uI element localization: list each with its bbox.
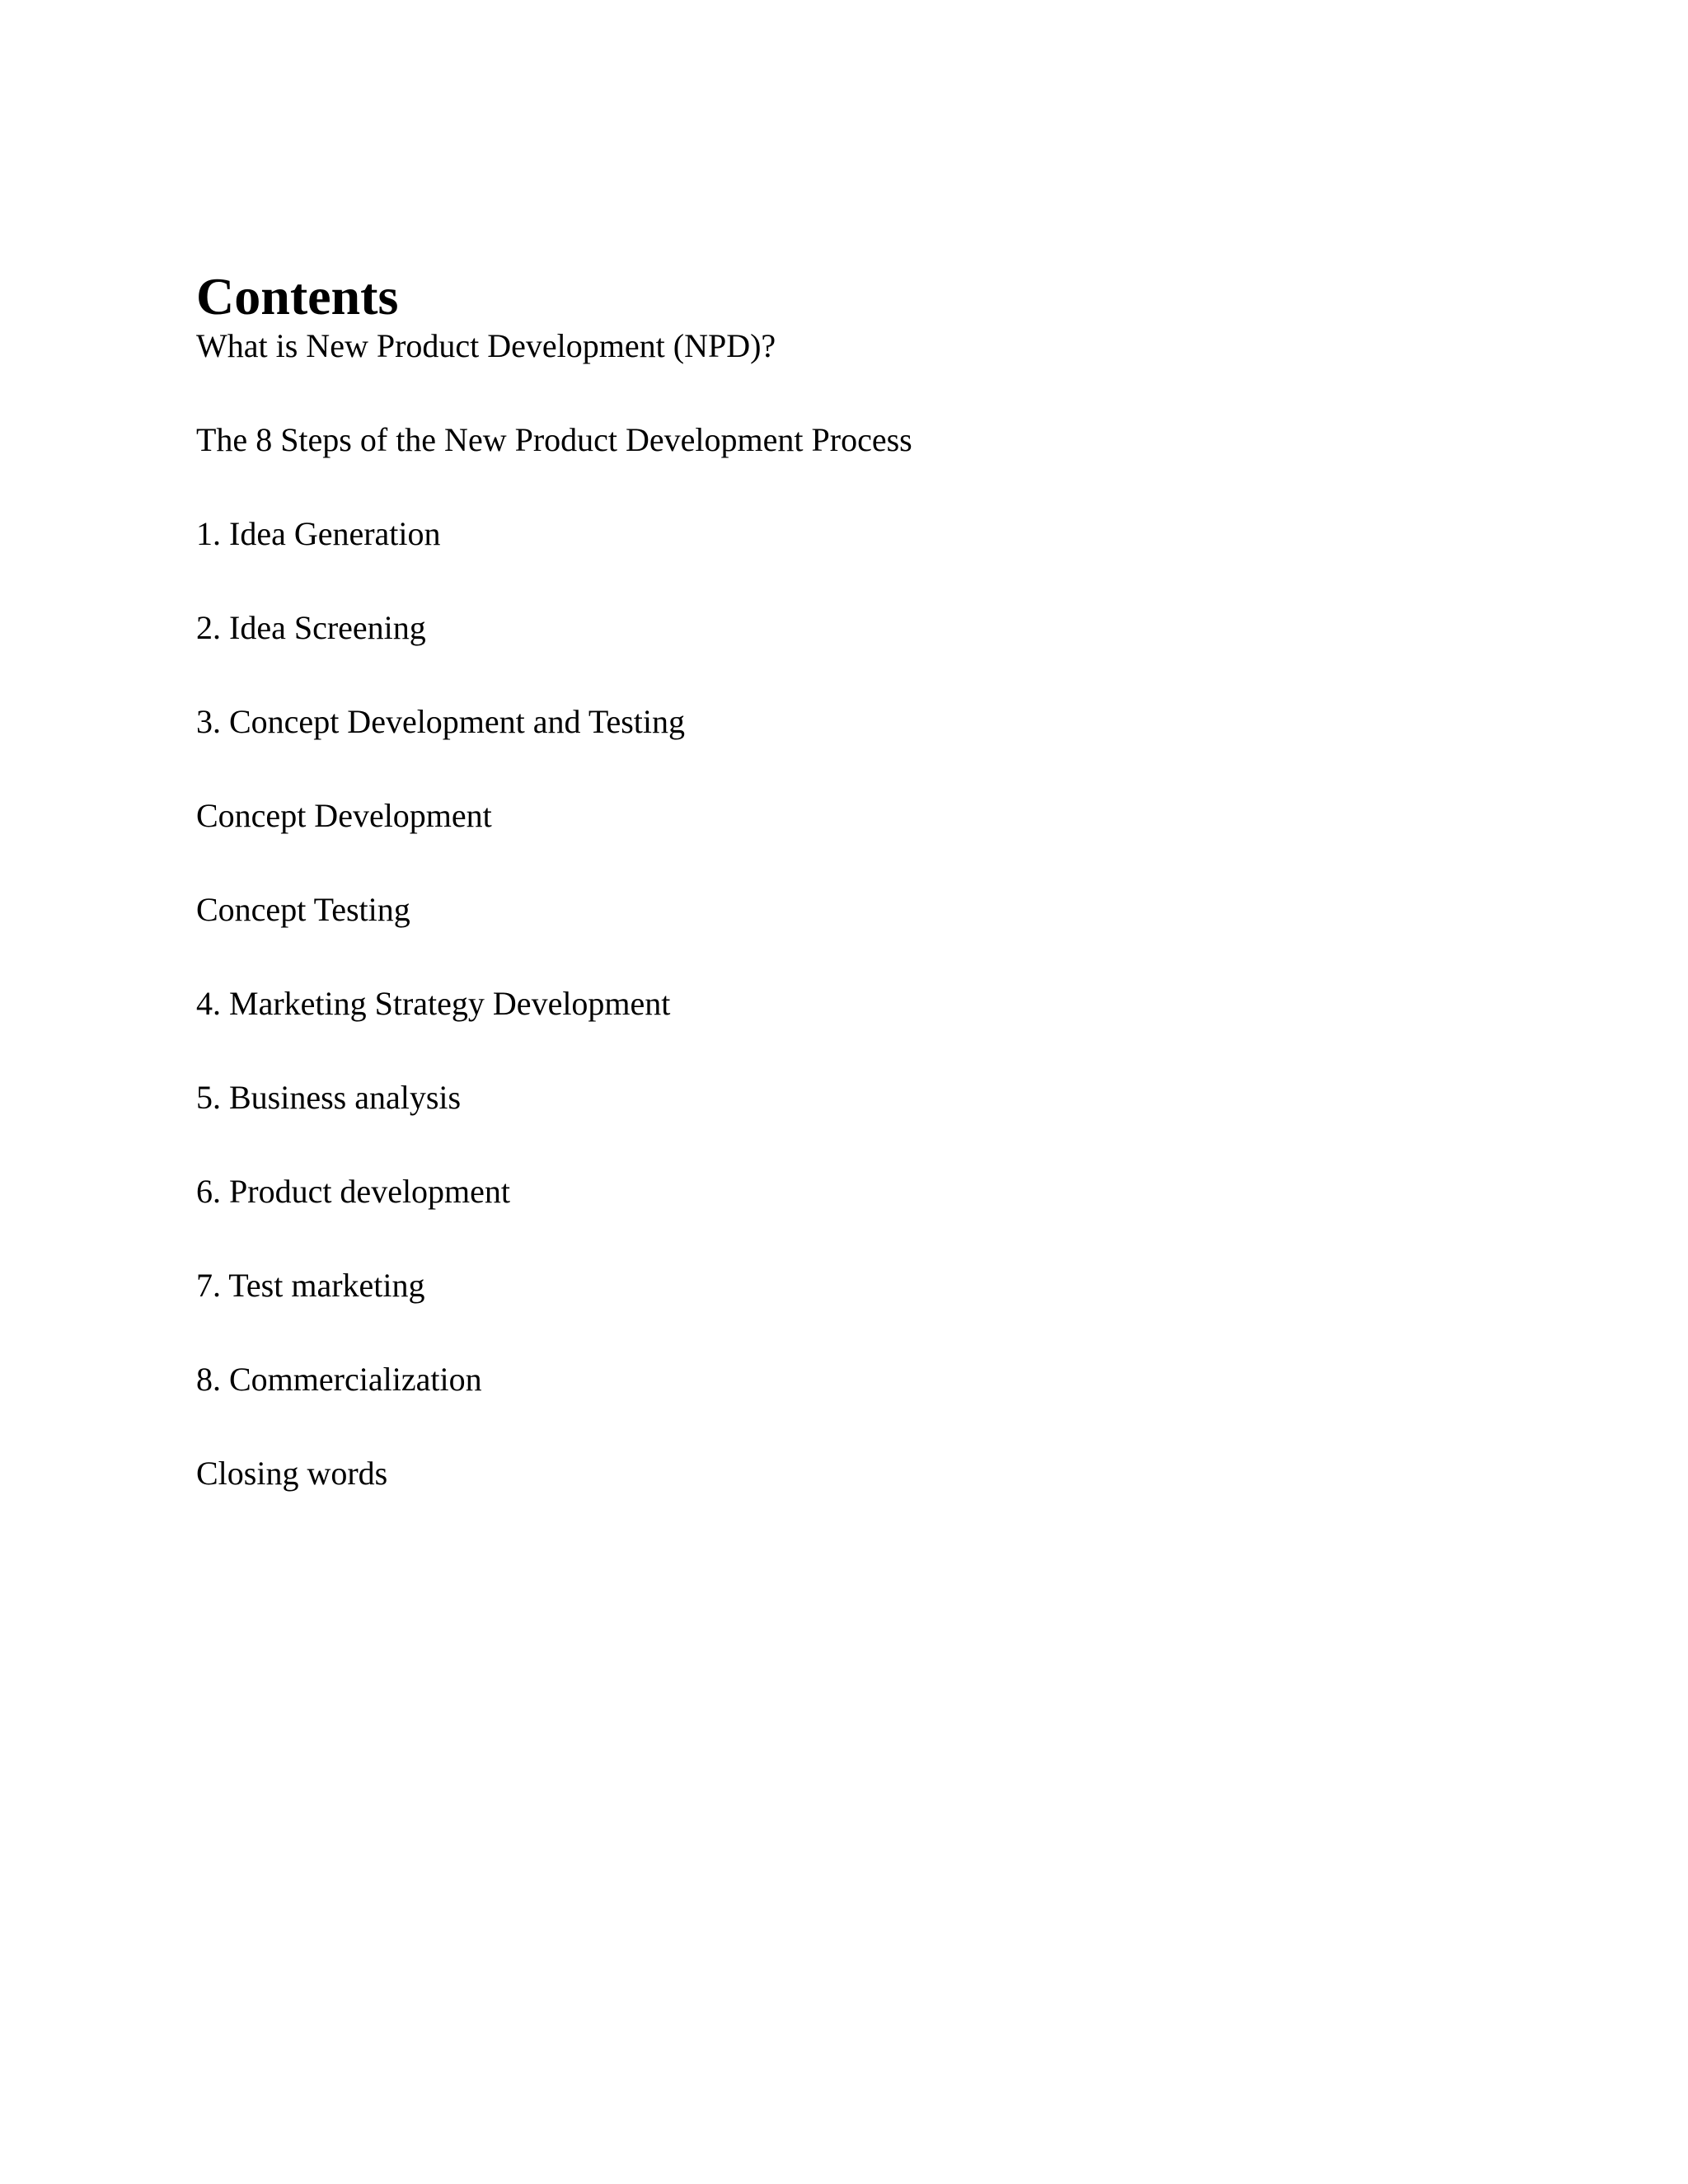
contents-heading: Contents	[196, 267, 399, 326]
toc-entry-idea-generation: 1. Idea Generation	[196, 515, 441, 552]
toc-entry-marketing-strategy: 4. Marketing Strategy Development	[196, 985, 671, 1022]
toc-entry-concept-development: Concept Development	[196, 797, 492, 834]
toc-entry-business-analysis: 5. Business analysis	[196, 1079, 462, 1116]
toc-entry-eight-steps: The 8 Steps of the New Product Development Process	[196, 421, 912, 458]
toc-entry-idea-screening: 2. Idea Screening	[196, 609, 426, 646]
toc-entry-closing-words: Closing words	[196, 1455, 388, 1492]
toc-entry-test-marketing: 7. Test marketing	[196, 1267, 425, 1304]
toc-entry-concept-development-testing: 3. Concept Development and Testing	[196, 703, 686, 740]
toc-entry-npd-definition: What is New Product Development (NPD)?	[196, 327, 776, 364]
toc-entry-product-development: 6. Product development	[196, 1173, 511, 1210]
toc-entry-commercialization: 8. Commercialization	[196, 1361, 482, 1398]
toc-entry-concept-testing: Concept Testing	[196, 891, 410, 928]
